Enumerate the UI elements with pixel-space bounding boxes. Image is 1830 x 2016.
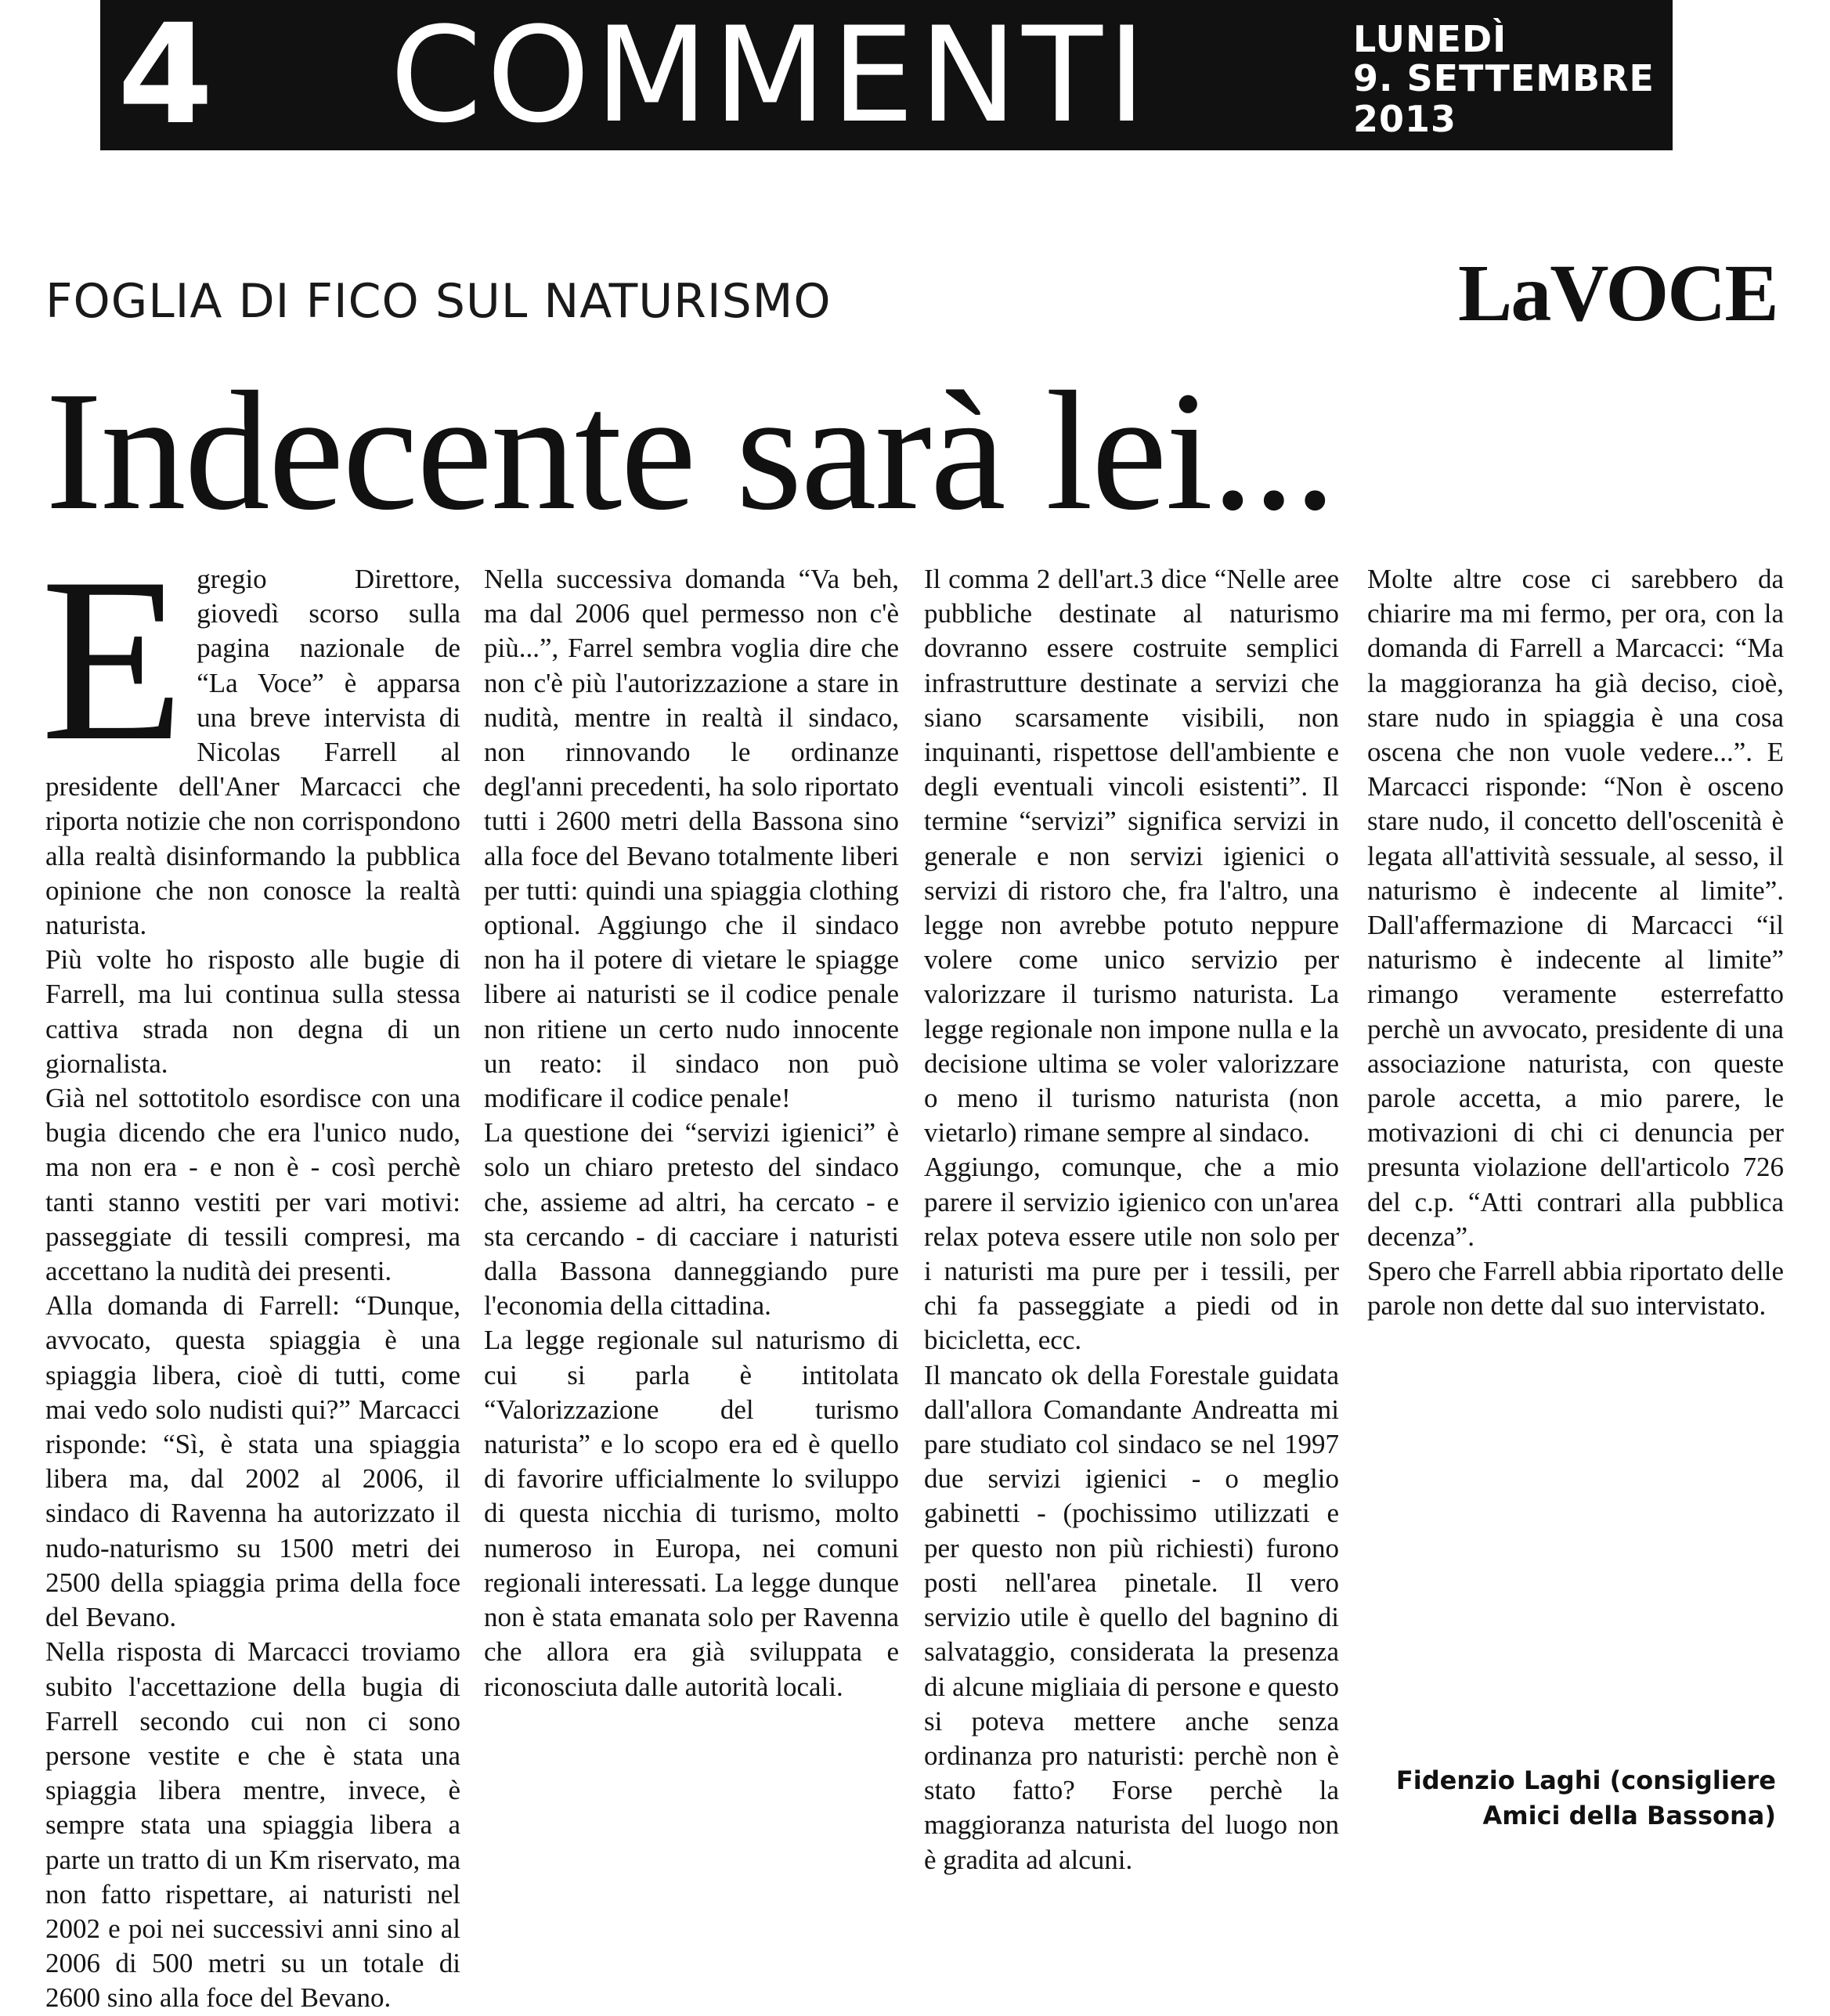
issue-day: LUNEDÌ	[1353, 18, 1507, 60]
article-paragraph: Il comma 2 dell'art.3 dice “Nelle aree pubbliche destinate al naturismo dovranno essere costruite semplici infrastrutture destinate a servizi che siano scarsamente visibili, non inquinanti, rispettose dell'ambiente e degli eventuali vincoli esistenti”. Il termine “servizi” significa servizi in generale e non servizi igienici o servizi di ristoro che, fra l'altro, una legge non avrebbe potuto neppure volere come unico servizio per valorizzare il turismo naturista. La legge regionale non impone nulla e la decisione ultima se voler valorizzare o meno il turismo naturista (non vietarlo) rimane sempre al sindaco.	[924, 564, 1339, 1149]
article-kicker: FOGLIA DI FICO SUL NATURISMO	[45, 274, 832, 329]
issue-date: 9. SETTEMBRE 2013	[1353, 57, 1655, 140]
article-column-3	[924, 562, 1339, 1877]
article-paragraph: Spero che Farrell abbia riportato delle parole non dette dal suo intervistato.	[1367, 1256, 1784, 1322]
article-paragraph: Aggiungo, comunque, che a mio parere il servizio igienico con un'area relax poteva essere utile non solo per i naturisti ma pure per i tessili, per chi fa passeggiate a piedi od in bicicletta, ecc.	[924, 1152, 1339, 1356]
article-paragraph: Già nel sottotitolo esordisce con una bugia dicendo che era l'unico nudo, ma non era - e non è - così perchè tanti stanno vestiti per vari motivi: passeggiate di tessili compresi, ma accettano la nudità dei presenti.	[45, 1083, 460, 1287]
drop-cap: E	[41, 529, 185, 789]
article-column-4	[1367, 562, 1784, 1323]
article-column-1	[41, 529, 460, 2016]
signature-line: Fidenzio Laghi (consigliere	[1395, 1765, 1776, 1795]
article-paragraph: La questione dei “servizi igienici” è solo un chiaro pretesto del sindaco che, assieme ad altri, ha cercato - e sta cercando - di cacciare i naturisti dalla Bassona danneggiando pure l'economia della cittadina.	[484, 1117, 899, 1322]
article-column-2	[484, 562, 899, 1704]
page-number: 4	[117, 0, 211, 155]
article-paragraph: Il mancato ok della Forestale guidata dall'allora Comandante Andreatta mi pare studiato col sindaco se nel 1997 due servizi igienici - o meglio gabinetti - (pochissimo utilizzati e per questo non più richiesti) furono posti nell'area pinetale. Il vero servizio utile è quello del bagnino di salvataggio, considerata la presenza di alcune migliaia di persone e questo si poteva mettere anche senza ordinanza pro naturisti: perchè non è stato fatto? Forse perchè la maggioranza naturista del luogo non è gradita ad alcuni.	[924, 1359, 1339, 1875]
newspaper-logo: LaVOCE	[1458, 248, 1778, 338]
section-title: COMMENTI	[390, 0, 1151, 152]
article-headline: Indecente sarà lei...	[45, 357, 1335, 546]
masthead	[100, 0, 1673, 155]
signature-line: Amici della Bassona)	[1482, 1801, 1776, 1830]
article-paragraph: Più volte ho risposto alle bugie di Farrell, ma lui continua sulla stessa cattiva strada non degna di un giornalista.	[45, 944, 460, 1079]
article-paragraph: La legge regionale sul naturismo di cui si parla è intitolata “Valorizzazione del turismo naturista” e lo scopo era ed è quello di favorire ufficialmente lo sviluppo di questa nicchia di turismo, molto numeroso in Europa, nei comuni regionali interessati. La legge dunque non è stata emanata solo per Ravenna che allora era già sviluppata e riconosciuta dalle autorità locali.	[484, 1325, 899, 1702]
article-paragraph: Alla domanda di Farrell: “Dunque, avvocato, questa spiaggia è una spiaggia libera, cioè di tutti, come mai vedo solo nudisti qui?” Marcacci risponde: “Sì, è stata una spiaggia libera ma, dal 2002 al 2006, il sindaco di Ravenna ha autorizzato il nudo-naturismo su 1500 metri dei 2500 della spiaggia prima della foce del Bevano.	[45, 1290, 460, 1633]
article-paragraph: gregio Direttore, giovedì scorso sulla pagina nazionale de “La Voce” è apparsa una breve intervista di Nicolas Farrell al presidente dell'Aner Marcacci che riporta notizie che non corrispondono alla realtà disinformando la pubblica opinione che non conosce la realtà naturista.	[45, 564, 460, 941]
author-signature	[1367, 1763, 1776, 1834]
article-paragraph: Nella risposta di Marcacci troviamo subito l'accettazione della bugia di Farrell secondo cui non ci sono persone vestite e che è stata una spiaggia libera mentre, invece, è sempre stata una spiaggia libera a parte un tratto di un Km riservato, ma non fatto rispettare, ai naturisti nel 2002 e poi nei successivi anni sino al 2006 di 500 metri su un totale di 2600 sino alla foce del Bevano.	[45, 1636, 460, 2014]
article-paragraph: Molte altre cose ci sarebbero da chiarire ma mi fermo, per ora, con la domanda di Farrell a Marcacci: “Ma la maggioranza ha già deciso, cioè, stare nudo in spiaggia è una cosa oscena che non vuole vedere...”. E Marcacci risponde: “Non è osceno stare nudo, il concetto dell'oscenità è legata all'attività sessuale, al sesso, il naturismo è indecente al limite”. Dall'affermazione di Marcacci “il naturismo è indecente al limite” rimango veramente esterrefatto perchè un avvocato, presidente di una associazione naturista, con queste parole accetta, a mio parere, le motivazioni di chi ci denuncia per presunta violazione dell'articolo 726 del c.p. “Atti contrari alla pubblica decenza”.	[1367, 564, 1784, 1252]
article-paragraph: Nella successiva domanda “Va beh, ma dal 2006 quel permesso non c'è più...”, Farrel sembra voglia dire che non c'è più l'autorizzazione a stare in nudità, mentre in realtà il sindaco, non rinnovando le ordinanze degl'anni precedenti, ha solo riportato tutti i 2600 metri della Bassona sino alla foce del Bevano totalmente liberi per tutti: quindi una spiaggia clothing optional. Aggiungo che il sindaco non ha il potere di vietare le spiagge libere ai naturisti se il codice penale non ritiene un certo nudo innocente un reato: il sindaco non può modificare il codice penale!	[484, 564, 899, 1114]
